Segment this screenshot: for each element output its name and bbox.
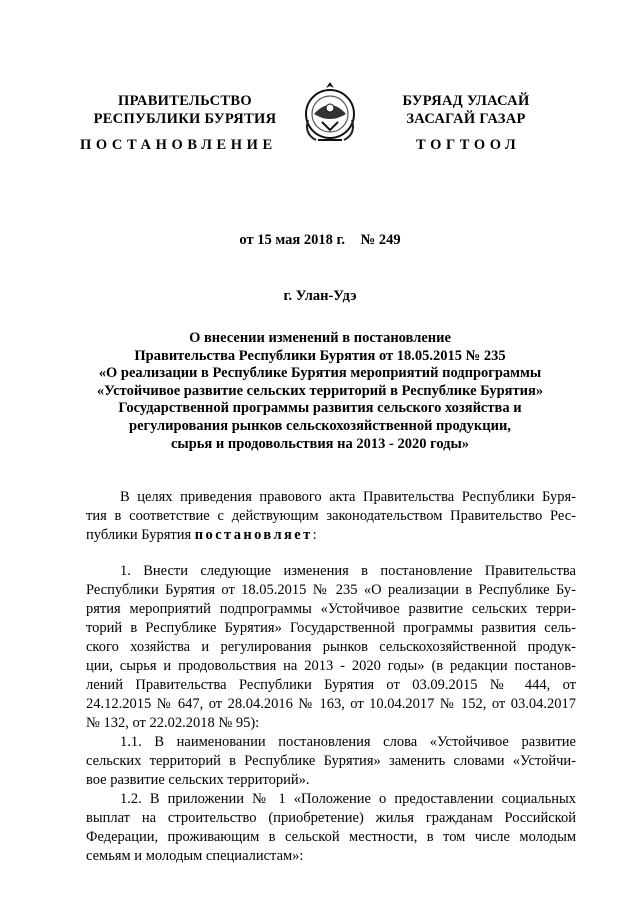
org-name-line: ПРАВИТЕЛЬСТВО xyxy=(118,93,252,109)
document-date: от 15 мая 2018 г. xyxy=(239,232,346,248)
paragraph-line: № 132, от 22.02.2018 № 95): xyxy=(86,715,260,731)
paragraph-line: сельских территорий в Республике Бурятия» заменить словами «Устойчи- xyxy=(86,753,576,769)
document-type-russian: ПОСТАНОВЛЕНИЕ xyxy=(80,137,277,153)
title-line: Правительства Республики Бурятия от 18.05.2015 № 235 xyxy=(134,347,506,364)
preamble-prefix: публики Бурятия xyxy=(86,527,195,543)
preamble-line-last xyxy=(86,526,576,545)
paragraph-line: 1.1. В наименовании постановления слова «Устойчивое развитие xyxy=(120,734,576,750)
org-name-russian xyxy=(90,92,280,128)
date-number-line xyxy=(0,232,640,249)
preamble xyxy=(86,488,576,545)
paragraph-line: ского хозяйства и регулирования рынков сельскохозяйственной продук- xyxy=(86,639,576,655)
paragraph-line: семьям и молодым специалистам»: xyxy=(86,848,304,864)
document-type-buryat: ТОГТООЛ xyxy=(416,137,521,153)
preamble-line: В целях приведения правового акта Правительства Республики Буря- xyxy=(120,489,576,505)
decree-keyword: постановляет xyxy=(194,527,313,543)
paragraph-line: рятия мероприятий подпрограммы «Устойчивое развитие сельских терри- xyxy=(86,601,576,617)
org-name-line: ЗАСАГАЙ ГАЗАР xyxy=(406,111,526,127)
paragraph-line: Республики Бурятия от 18.05.2015 № 235 «О реализации в Республике Бу- xyxy=(86,582,576,598)
org-name-line: РЕСПУБЛИКИ БУРЯТИЯ xyxy=(93,111,277,127)
paragraph-1-1 xyxy=(86,733,576,790)
title-line: «Устойчивое развитие сельских территорий в Республике Бурятия» xyxy=(96,382,544,399)
paragraph-line: 24.12.2015 № 647, от 28.04.2016 № 163, от 10.04.2017 № 152, от 03.04.2017 xyxy=(86,696,576,712)
title-line: сырья и продовольствия на 2013 - 2020 годы» xyxy=(170,435,470,452)
org-name-line: БУРЯАД УЛАСАЙ xyxy=(402,93,530,109)
document-number: № 249 xyxy=(360,232,401,248)
title-line: регулирования рынков сельскохозяйственной продукции, xyxy=(129,417,511,434)
org-name-buryat xyxy=(382,92,550,128)
title-line: «О реализации в Республике Бурятия мероприятий подпрограммы xyxy=(98,365,542,382)
paragraph-1 xyxy=(86,562,576,733)
paragraph-line: 1. Внести следующие изменения в постановление Правительства xyxy=(120,563,576,579)
paragraph-line: выплат на строительство (приобретение) жилья гражданам Российской xyxy=(86,810,576,826)
document-title xyxy=(80,330,560,453)
paragraph-line: торий в Республике Бурятия» Государственной программы развития сель- xyxy=(86,620,576,636)
document-city: г. Улан-Удэ xyxy=(283,288,357,304)
preamble-suffix: : xyxy=(312,527,317,543)
paragraph-line: Федерации, проживающим в сельской местности, в том числе молодым xyxy=(86,829,576,845)
title-line: Государственной программы развития сельского хозяйства и xyxy=(118,400,522,417)
paragraph-line: ции, сырья и продовольствия на 2013 - 2020 годы» (в редакции постанов- xyxy=(86,658,576,674)
paragraph-line: 1.2. В приложении № 1 «Положение о предоставлении социальных xyxy=(120,791,576,807)
paragraph-1-2 xyxy=(86,790,576,866)
paragraph-line: вое развитие сельских территорий». xyxy=(86,772,310,788)
coat-of-arms-emblem xyxy=(300,80,360,146)
paragraph-line: лений Правительства Республики Бурятия от 03.09.2015 № 444, от xyxy=(86,677,576,693)
title-line: О внесении изменений в постановление xyxy=(189,330,451,346)
preamble-line: тия в соответствие с действующим законодательством Правительство Рес- xyxy=(86,508,576,524)
